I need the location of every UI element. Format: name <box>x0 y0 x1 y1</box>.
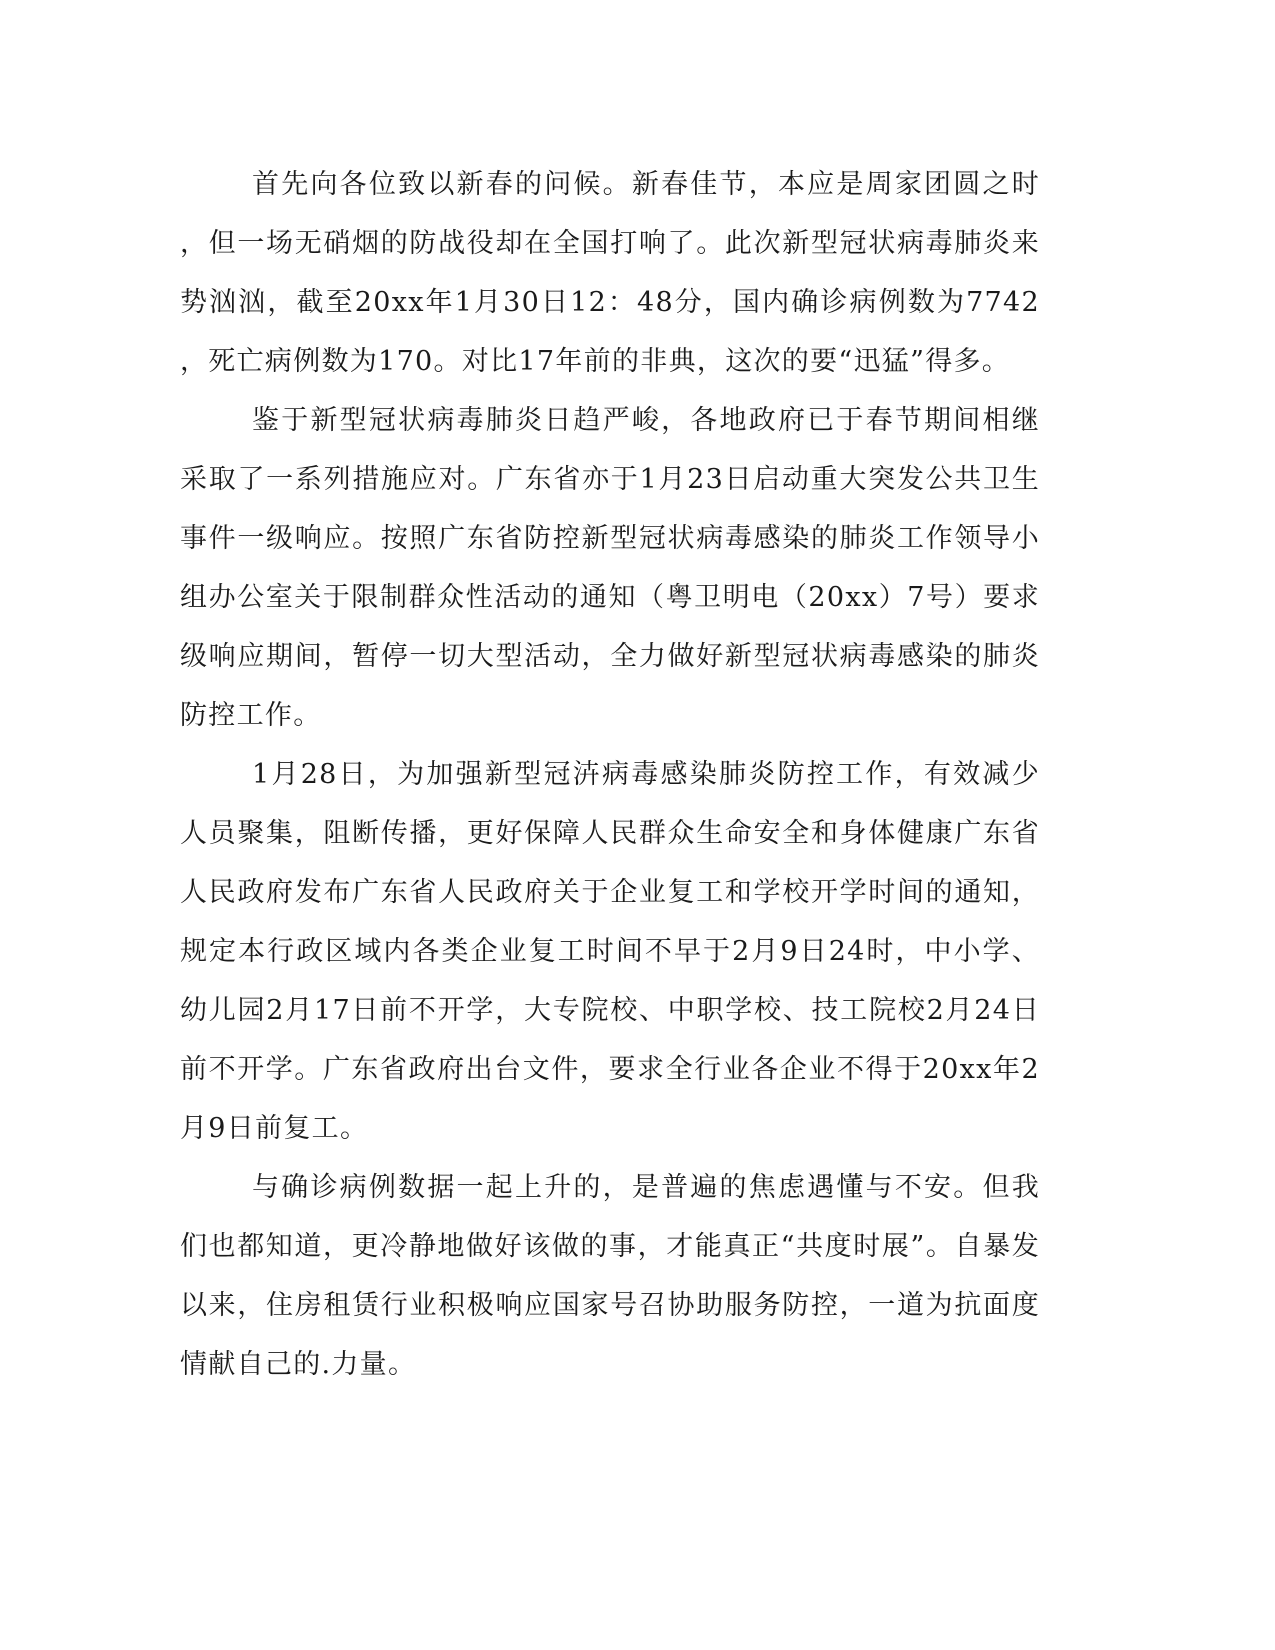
paragraph-reopening-notice: 1月28日，为加强新型冠泋病毒感染肺炎防控工作，有效减少人员聚集，阻断传播，更好保障人民群众生命安全和身体健康广东省人民政府发布广东省人民政府关于企业复工和学校开学时间的通知，规定本行政区域内各类企业复工时间不早于2月9日24时，中小学、幼儿园2月17日前不开学，大专院校、中职学校、技工院校2月24日前不开学。广东省政府出台文件，要求全行业各企业不得于20xx年2月9日前复工。 <box>180 759 1040 1144</box>
paragraph-greeting: 首先向各位致以新春的问候。新春佳节，本应是周家团圆之时，但一场无硝烟的防战役却在全国打响了。此次新型冠状病毒肺炎来势汹汹，截至20xx年1月30日12：48分，国内确诊病例数为7742，死亡病例数为170。对比17年前的非典，这次的要“迅猛”得多。 <box>180 169 1040 377</box>
document-body <box>180 155 1040 1394</box>
paragraph-government-measures: 鉴于新型冠状病毒肺炎日趋严峻，各地政府已于春节期间相继采取了一系列措施应对。广东省亦于1月23日启动重大突发公共卫生事件一级响应。按照广东省防控新型冠状病毒感染的肺炎工作领导小组办公室关于限制群众性活动的通知（粤卫明电（20xx）7号）要求级响应期间，暂停一切大型活动，全力做好新型冠状病毒感染的肺炎防控工作。 <box>180 405 1040 731</box>
paragraph-industry-response: 与确诊病例数据一起上升的，是普遍的焦虑遇懂与不安。但我们也都知道，更冷静地做好该做的事，才能真正“共度时展”。自暴发以来，住房租赁行业积极响应国家号召协助服务防控，一道为抗面度情献自己的.力量。 <box>180 1172 1040 1380</box>
